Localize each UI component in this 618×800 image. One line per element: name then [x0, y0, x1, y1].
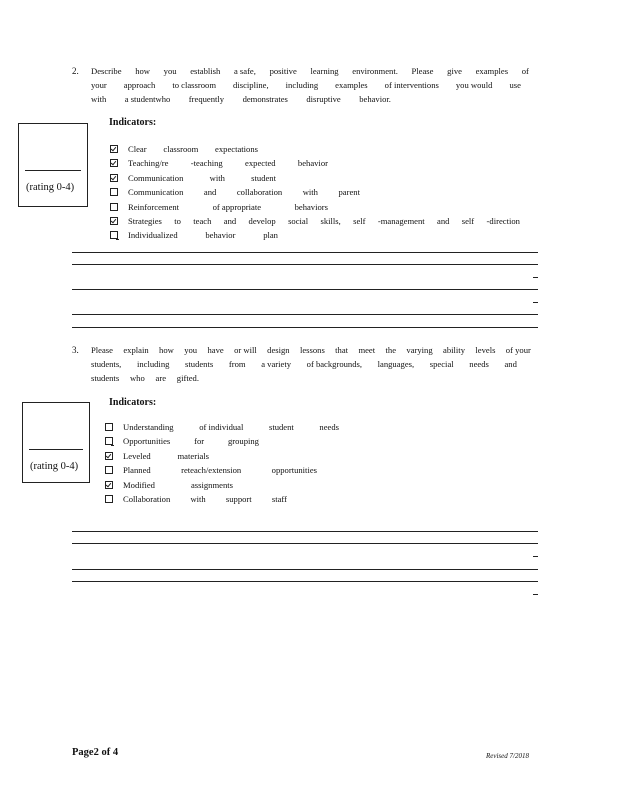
indicator-word: support	[225, 494, 252, 504]
indicator-word: Understanding	[123, 422, 174, 432]
question-3-line-3	[91, 373, 199, 387]
indicator-word: with	[302, 187, 318, 198]
indicator-checkbox[interactable]	[110, 188, 118, 196]
rating-line	[29, 449, 83, 450]
indicator-word: -direction	[486, 216, 520, 226]
indicator-item	[110, 200, 328, 214]
question-word: a safe,	[233, 66, 256, 76]
indicator-label	[128, 187, 360, 197]
question-word: frequently	[188, 94, 225, 104]
indicator-label	[123, 451, 209, 461]
indicator-item	[110, 185, 360, 199]
indicator-item	[105, 420, 339, 434]
indicator-checkbox[interactable]	[110, 203, 118, 211]
indicator-word: develop	[248, 216, 276, 226]
question-word: give	[447, 66, 462, 76]
answer-line	[72, 327, 538, 328]
question-word: including	[136, 359, 170, 369]
indicator-word: parent	[338, 187, 360, 198]
question-word: levels	[475, 345, 496, 355]
indicator-checkbox[interactable]	[110, 159, 118, 167]
indicator-word: skills,	[320, 216, 341, 226]
indicator-item	[105, 478, 233, 492]
indicator-word: Clear	[128, 144, 147, 154]
question-word: and	[504, 359, 517, 369]
question-3-line-1	[91, 345, 531, 359]
indicator-label	[128, 144, 258, 154]
indicator-word: Leveled	[123, 450, 151, 461]
question-word: needs	[469, 359, 489, 369]
indicator-word: and	[223, 216, 237, 226]
indicator-word: Teaching/re	[128, 158, 169, 169]
question-word: discipline,	[233, 80, 269, 90]
question-word: Please	[91, 345, 113, 355]
question-2-number: 2.	[72, 66, 79, 76]
question-word: behavior.	[359, 94, 391, 104]
question-word: examples	[475, 66, 509, 76]
question-2-line-3	[91, 94, 391, 108]
question-word: are	[155, 373, 167, 383]
indicator-word: -management	[377, 216, 425, 226]
question-2-line-1	[91, 66, 529, 80]
indicator-word: with	[209, 172, 225, 183]
indicator-label	[123, 436, 259, 446]
rating-label: (rating 0-4)	[26, 182, 75, 193]
question-word: including	[285, 80, 319, 90]
question-word: how	[135, 66, 151, 76]
question-2-indicators-title: Indicators:	[109, 117, 157, 128]
question-2-rating-box[interactable]	[18, 123, 88, 207]
question-word: special	[429, 359, 454, 369]
indicator-checkbox[interactable]	[105, 481, 113, 489]
indicator-item	[110, 214, 520, 228]
question-word: ability	[443, 345, 465, 355]
question-word: you would	[455, 80, 493, 90]
question-word: you	[184, 345, 198, 355]
answer-line	[72, 264, 538, 265]
answer-line	[72, 569, 538, 570]
indicator-label	[128, 173, 276, 183]
indicator-item	[105, 463, 317, 477]
indicator-label	[123, 480, 233, 490]
indicator-label	[123, 422, 339, 432]
indicator-word: grouping	[227, 436, 259, 447]
indicator-word: staff	[271, 494, 287, 504]
indicator-label	[128, 202, 328, 212]
indicator-label	[128, 158, 328, 168]
indicator-item	[105, 492, 287, 506]
question-word: examples	[335, 80, 368, 90]
question-3-indicators-title: Indicators:	[109, 397, 157, 408]
answer-line-dash	[533, 556, 538, 557]
indicator-word: student	[251, 172, 276, 183]
indicator-word: Planned	[123, 465, 151, 476]
question-word: you	[163, 66, 177, 76]
question-word: learning	[310, 66, 339, 76]
rating-line	[25, 170, 81, 171]
indicator-checkbox[interactable]	[110, 217, 118, 225]
question-word: how	[159, 345, 174, 355]
answer-line	[72, 543, 538, 544]
indicator-word: collaboration	[236, 187, 283, 198]
question-word: gifted.	[176, 373, 199, 383]
indicator-word: -teaching	[190, 158, 223, 169]
indicator-word: Individualized	[128, 230, 178, 241]
indicator-word: teach	[193, 216, 212, 226]
indicator-item	[105, 449, 209, 463]
indicator-word: materials	[177, 450, 209, 461]
indicator-word: assignments	[190, 479, 233, 490]
question-word: a variety	[261, 359, 292, 369]
indicator-word: behavior	[297, 158, 328, 169]
question-3-line-2	[91, 359, 517, 373]
question-word: use	[509, 80, 521, 90]
question-word: meet	[358, 345, 376, 355]
indicator-item	[110, 156, 328, 170]
question-word: lessons	[299, 345, 325, 355]
question-word: students,	[91, 359, 122, 369]
indicator-word: of individual	[199, 422, 244, 432]
indicator-checkbox[interactable]	[105, 452, 113, 460]
rating-label: (rating 0-4)	[30, 461, 79, 472]
indicator-word: Reinforcement	[128, 201, 180, 212]
indicator-word: self	[353, 216, 366, 226]
question-2-indicator-list	[110, 142, 530, 242]
question-word: students	[185, 359, 214, 369]
indicator-word: of appropriate	[212, 201, 262, 212]
question-word: of	[521, 66, 529, 76]
indicator-word: Communication	[128, 187, 184, 198]
question-word: have	[207, 345, 224, 355]
question-word: that	[335, 345, 349, 355]
indicator-word: and	[437, 216, 450, 226]
question-word: design	[267, 345, 290, 355]
indicator-word: to	[174, 216, 181, 226]
answer-line-dash	[533, 302, 538, 303]
footer-revised-date: Revised 7/2018	[486, 752, 529, 760]
question-word: who	[129, 373, 145, 383]
indicator-word: self	[461, 216, 475, 226]
question-word: with	[91, 94, 107, 104]
indicator-word: and	[203, 187, 217, 198]
question-word: explain	[123, 345, 149, 355]
indicator-word: reteach/extension	[181, 465, 242, 476]
indicator-item	[110, 171, 276, 185]
indicator-word: behaviors	[294, 201, 328, 212]
answer-line	[72, 289, 538, 290]
question-word: positive	[269, 66, 297, 76]
indicator-word: plan	[263, 230, 278, 241]
question-word: from	[228, 359, 246, 369]
question-word: to classroom	[172, 80, 217, 90]
question-word: approach	[123, 80, 156, 90]
indicator-word: Collaboration	[123, 494, 171, 504]
indicator-word: opportunities	[271, 465, 317, 476]
answer-line	[72, 531, 538, 532]
answer-line-dash	[533, 594, 538, 595]
question-word: students	[91, 373, 120, 383]
question-3-number: 3.	[72, 345, 79, 355]
question-word: establish	[190, 66, 221, 76]
indicator-label	[128, 216, 520, 226]
question-2-line-2	[91, 80, 521, 94]
question-word: demonstrates	[242, 94, 288, 104]
indicator-item	[110, 142, 258, 156]
indicator-word: for	[194, 436, 205, 447]
indicator-checkbox[interactable]	[105, 423, 113, 431]
indicator-word: behavior	[205, 230, 236, 241]
indicator-word: expectations	[215, 144, 258, 154]
indicator-checkbox[interactable]	[110, 145, 118, 153]
question-word: Please	[411, 66, 434, 76]
answer-line	[72, 252, 538, 253]
indicator-word: classroom	[163, 144, 199, 154]
indicator-checkbox[interactable]	[105, 466, 113, 474]
indicator-label	[123, 494, 287, 504]
question-word: of your	[505, 345, 531, 355]
question-3-indicator-list	[105, 420, 405, 510]
indicator-word: student	[268, 422, 294, 432]
indicator-label	[128, 230, 278, 240]
question-2-text	[91, 66, 529, 108]
question-word: Describe	[91, 66, 122, 76]
question-word: varying	[406, 345, 433, 355]
indicator-label	[123, 465, 317, 475]
indicator-word: Strategies	[128, 216, 162, 226]
question-word: your	[91, 80, 107, 90]
indicator-word: Opportunities	[123, 436, 171, 447]
answer-line	[72, 314, 538, 315]
answer-line-dash	[533, 277, 538, 278]
indicator-word: needs	[319, 422, 339, 432]
question-3-rating-box[interactable]	[22, 402, 90, 483]
indicator-word: social	[288, 216, 309, 226]
indicator-word: Modified	[123, 479, 155, 490]
indicator-word: Communication	[128, 172, 184, 183]
answer-line	[72, 581, 538, 582]
indicator-checkbox[interactable]	[105, 495, 113, 503]
question-word: disruptive	[306, 94, 341, 104]
indicator-item	[110, 228, 278, 242]
indicator-checkbox[interactable]	[110, 174, 118, 182]
indicator-word: with	[190, 494, 206, 504]
indicator-checkbox[interactable]	[105, 437, 113, 445]
question-word: or will	[234, 345, 257, 355]
question-word: the	[385, 345, 397, 355]
indicator-item	[105, 434, 259, 448]
question-3-text	[91, 345, 531, 387]
question-word: of interventions	[384, 80, 439, 90]
question-word: of backgrounds,	[306, 359, 363, 369]
footer-page-number: Page2 of 4	[72, 747, 119, 758]
question-word: environment.	[352, 66, 398, 76]
indicator-word: expected	[245, 158, 276, 169]
question-word: languages,	[377, 359, 415, 369]
indicator-checkbox[interactable]	[110, 231, 118, 239]
question-word: a studentwho	[124, 94, 171, 104]
